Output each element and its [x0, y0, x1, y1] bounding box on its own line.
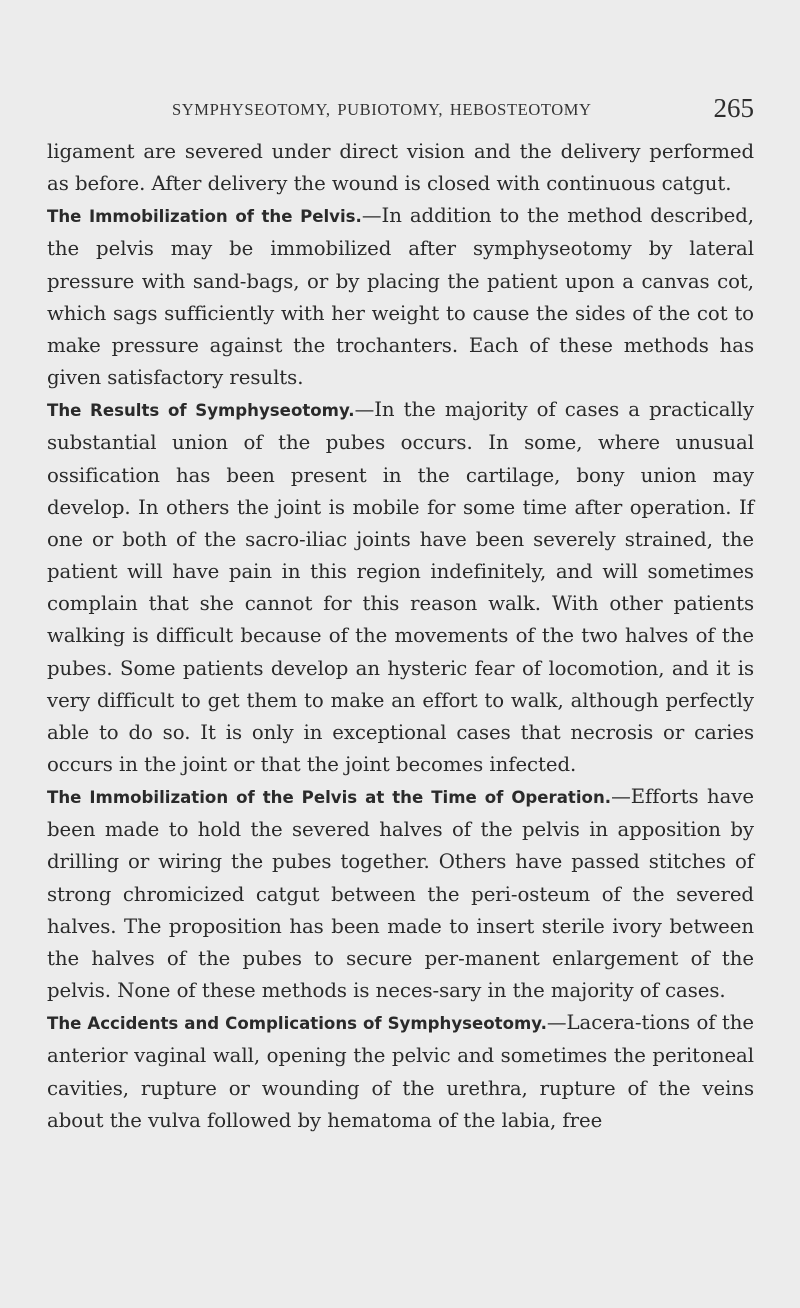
- paragraph-text: —In the majority of cases a practically substantial union of the pubes occurs. In some, where unusual ossification has been present in the cartilage, bony union may develop. In others the joint is mobile for some time after operation. If one or both of the sacro-iliac joints have been severely strained, the patient will have pain in this region indefinitely, and will sometimes complain that she cannot for this reason walk. With other patients walking is difficult because of the movements of the two halves of the pubes. Some patients develop an hysteric fear of locomotion, and it is very difficult to get them to make an effort to walk, although perfectly able to do so. It is only in exceptional cases that necrosis or caries occurs in the joint or that the joint becomes infected.: [47, 398, 754, 776]
- paragraph-text: —Lacera-tions of the anterior vaginal wall, opening the pelvic and sometimes the peritoneal cavities, rupture or wounding of the urethra, rupture of the veins about the vulva followed by hematoma of the labia, free: [47, 1011, 754, 1132]
- paragraph-immobilization-operation: [47, 781, 754, 1007]
- running-head: [47, 93, 754, 136]
- paragraph-results: [47, 394, 754, 781]
- paragraph-text: —In addition to the method described, the pelvis may be immobilized after symphyseotomy by lateral pressure with sand-bags, or by placing the patient upon a canvas cot, which sags sufficiently with her weight to cause the sides of the cot to make pressure against the trochanters. Each of these methods has given satisfactory results.: [47, 204, 754, 390]
- paragraph-text: ligament are severed under direct vision and the delivery performed as before. After delivery the wound is closed with continuous catgut.: [47, 140, 754, 196]
- body-text: [47, 136, 754, 1137]
- section-heading: The Immobilization of the Pelvis.: [47, 207, 362, 227]
- paragraph-accidents: [47, 1007, 754, 1137]
- section-heading: The Results of Symphyseotomy.: [47, 401, 355, 421]
- paragraph-immobilization: [47, 200, 754, 394]
- running-title: SYMPHYSEOTOMY, PUBIOTOMY, HEBOSTEOTOMY: [172, 100, 592, 119]
- page-number: 265: [713, 93, 754, 123]
- section-heading: The Immobilization of the Pelvis at the Time of Operation.: [47, 788, 612, 808]
- section-heading: The Accidents and Complications of Symphyseotomy.: [47, 1014, 547, 1034]
- paragraph-continuation: [47, 136, 754, 200]
- paragraph-text: —Efforts have been made to hold the severed halves of the pelvis in apposition by drilling or wiring the pubes together. Others have passed stitches of strong chromicized catgut between the peri-osteum of the severed halves. The proposition has been made to insert sterile ivory between the halves of the pubes to secure per-manent enlargement of the pelvis. None of these methods is neces-sary in the majority of cases.: [47, 785, 754, 1003]
